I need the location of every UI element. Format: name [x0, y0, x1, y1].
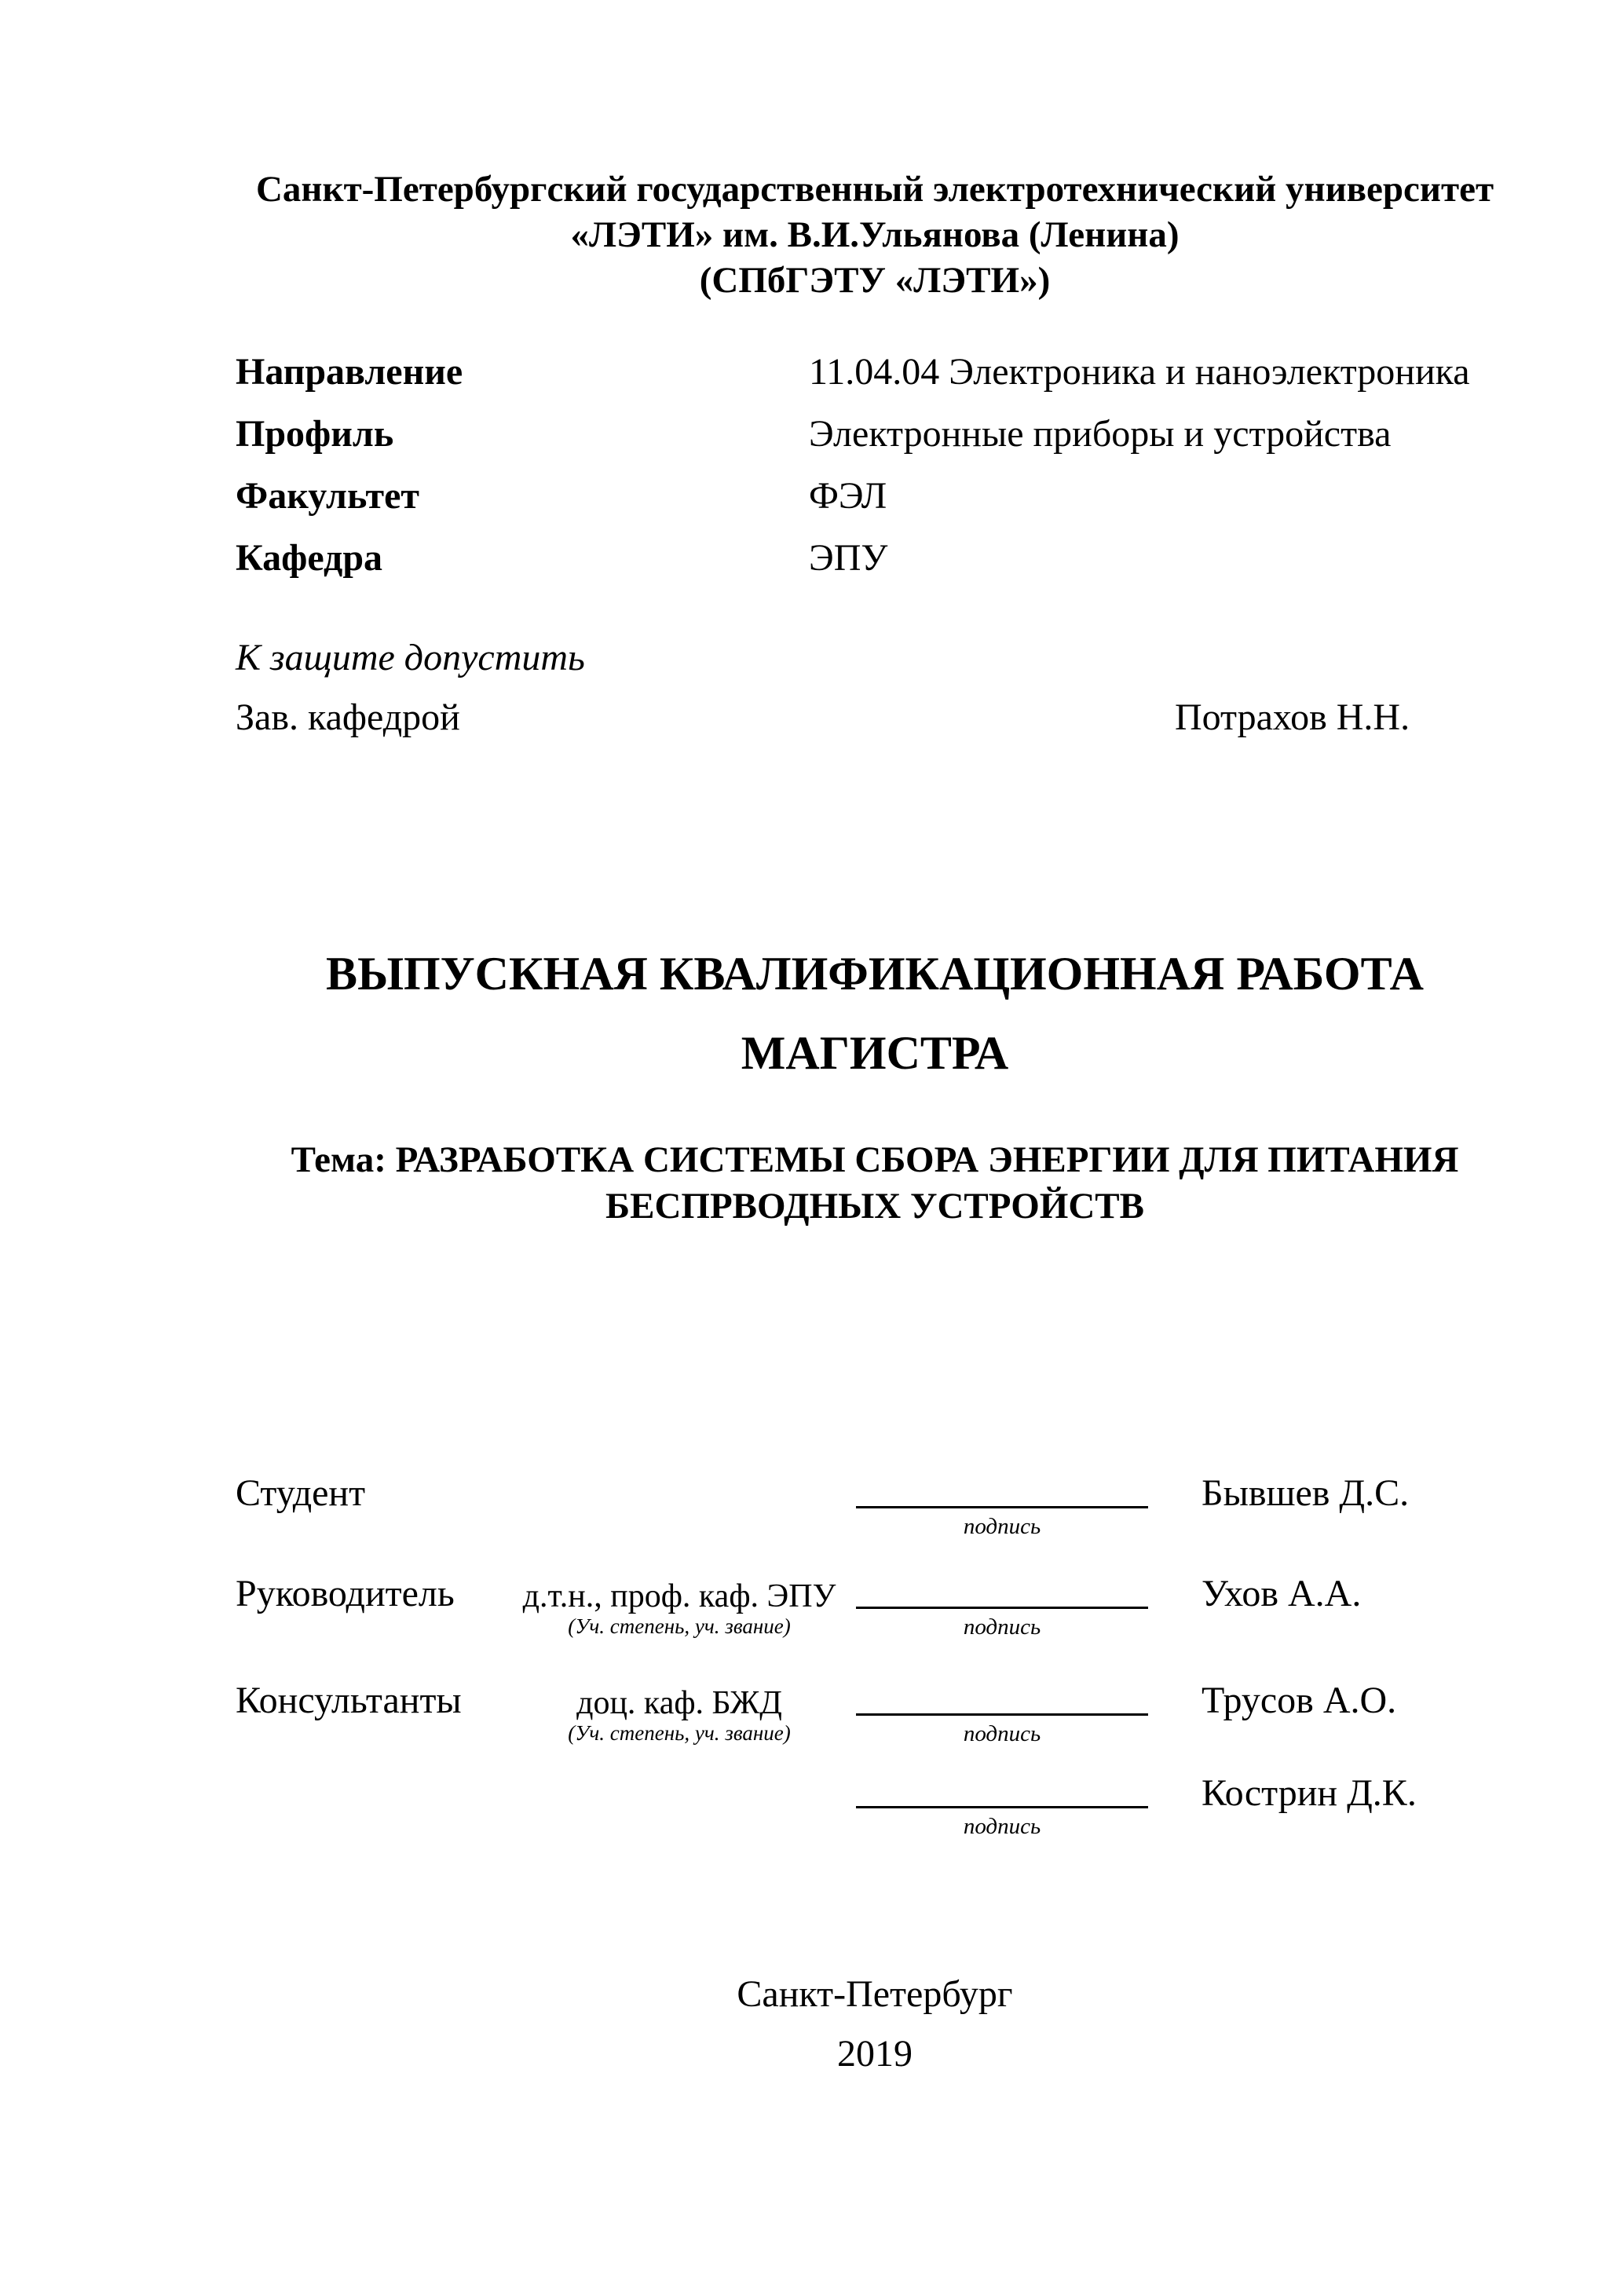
signature-row-student	[236, 1473, 1624, 1571]
signature-line	[856, 1713, 1148, 1716]
thesis-title-line2: МАГИСТРА	[741, 1027, 1009, 1079]
signature-row-supervisor	[236, 1574, 1624, 1672]
department-head-name: Потрахов Н.Н.	[1175, 696, 1410, 738]
field-value-direction: 11.04.04 Электроника и наноэлектроника	[809, 351, 1470, 393]
signature-qualification: доц. каф. БЖД	[576, 1685, 782, 1721]
theme-label: Тема:	[291, 1139, 386, 1180]
field-row-department	[236, 538, 1514, 600]
signature-role: Консультанты	[236, 1680, 462, 1721]
program-fields	[236, 352, 1514, 600]
signature-name: Кострин Д.К.	[1202, 1772, 1417, 1814]
field-label-department: Кафедра	[236, 537, 383, 579]
admission-row	[236, 696, 1514, 743]
field-label-direction: Направление	[236, 351, 463, 393]
thesis-title	[236, 934, 1514, 1093]
signature-line	[856, 1607, 1148, 1609]
signature-row-consultant-2	[236, 1773, 1624, 1871]
signature-role: Руководитель	[236, 1573, 455, 1614]
field-value-profile: Электронные приборы и устройства	[809, 413, 1392, 455]
signature-qualification-caption: (Уч. степень, уч. звание)	[568, 1614, 791, 1638]
signature-name: Ухов А.А.	[1202, 1573, 1362, 1614]
signature-name: Бывшев Д.С.	[1202, 1472, 1410, 1514]
field-row-faculty	[236, 476, 1514, 538]
signature-name: Трусов А.О.	[1202, 1680, 1397, 1721]
signature-caption: подпись	[963, 1514, 1041, 1539]
signature-qualification-caption: (Уч. степень, уч. звание)	[568, 1721, 791, 1745]
university-name-line2: «ЛЭТИ» им. В.И.Ульянова (Ленина)	[570, 214, 1180, 255]
admission-note: К защите допустить	[236, 637, 585, 678]
university-header	[236, 166, 1514, 303]
signature-line	[856, 1506, 1148, 1508]
field-row-direction	[236, 352, 1514, 414]
thesis-title-line1: ВЫПУСКНАЯ КВАЛИФИКАЦИОННАЯ РАБОТА	[326, 948, 1424, 1000]
signature-qualification: д.т.н., проф. каф. ЭПУ	[522, 1578, 836, 1614]
university-name-line3: (СПбГЭТУ «ЛЭТИ»)	[699, 260, 1051, 301]
signature-line	[856, 1806, 1148, 1808]
theme-text: РАЗРАБОТКА СИСТЕМЫ СБОРА ЭНЕРГИИ ДЛЯ ПИТАНИЯ БЕСПРВОДНЫХ УСТРОЙСТВ	[395, 1139, 1459, 1227]
field-row-profile	[236, 414, 1514, 476]
field-label-profile: Профиль	[236, 413, 394, 455]
department-head-label: Зав. кафедрой	[236, 696, 460, 738]
field-value-department: ЭПУ	[809, 537, 888, 579]
field-value-faculty: ФЭЛ	[809, 475, 887, 517]
signature-caption: подпись	[963, 1614, 1041, 1640]
footer-year: 2019	[837, 2033, 913, 2075]
signature-role: Студент	[236, 1472, 366, 1514]
signature-row-consultant-1	[236, 1680, 1624, 1779]
signature-caption: подпись	[963, 1814, 1041, 1839]
university-name-line1: Санкт-Петербургский государственный электротехнический университет	[255, 169, 1494, 210]
field-label-faculty: Факультет	[236, 475, 419, 517]
signature-caption: подпись	[963, 1721, 1041, 1746]
thesis-theme	[236, 1137, 1514, 1230]
footer-city: Санкт-Петербург	[737, 1973, 1013, 2015]
